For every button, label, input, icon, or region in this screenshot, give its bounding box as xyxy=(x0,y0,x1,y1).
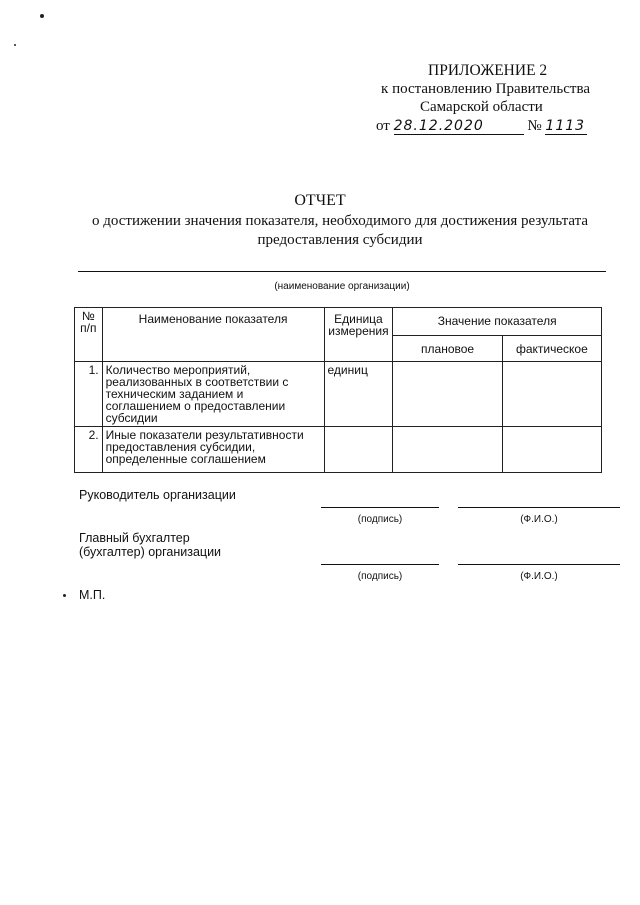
header-num: № п/п xyxy=(75,308,103,362)
accountant-signature-caption: (подпись) xyxy=(357,571,403,582)
row-1-planned[interactable] xyxy=(393,362,502,427)
decree-date: 28.12.2020 xyxy=(394,118,524,135)
header-unit: Единица измерения xyxy=(324,308,393,362)
report-subtitle xyxy=(60,212,620,250)
decree-number: 1113 xyxy=(545,118,587,135)
indicator-table xyxy=(74,307,602,473)
accountant-name-caption: (Ф.И.О.) xyxy=(520,571,558,582)
scan-speck xyxy=(63,594,66,597)
appendix-region-line: Самарской области xyxy=(420,99,543,115)
scan-speck xyxy=(14,44,16,46)
accountant-signature-field[interactable] xyxy=(321,564,439,565)
scan-speck xyxy=(40,14,44,18)
table-row xyxy=(75,362,602,427)
head-name-caption: (Ф.И.О.) xyxy=(520,514,558,525)
row-2-unit xyxy=(324,427,393,473)
appendix-title: ПРИЛОЖЕНИЕ 2 xyxy=(428,62,548,79)
row-2-planned[interactable] xyxy=(393,427,502,473)
head-signature-field[interactable] xyxy=(321,507,439,508)
organization-name-field[interactable] xyxy=(78,271,606,272)
accountant-label-line1: Главный бухгалтер xyxy=(79,531,190,545)
header-name: Наименование показателя xyxy=(102,308,324,362)
organization-name-caption: (наименование организации) xyxy=(274,281,410,292)
accountant-label-line2: (бухгалтер) организации xyxy=(79,545,222,559)
number-prefix: № xyxy=(527,118,542,134)
header-planned: плановое xyxy=(393,336,502,362)
header-actual: фактическое xyxy=(502,336,601,362)
row-1-actual[interactable] xyxy=(502,362,601,427)
row-1-unit: единиц xyxy=(324,362,393,427)
accountant-name-field[interactable] xyxy=(458,564,620,565)
stamp-place: М.П. xyxy=(79,588,106,602)
report-subtitle-line2: предоставления субсидии xyxy=(257,232,423,248)
head-signature-label: Руководитель организации xyxy=(79,488,236,502)
head-signature-caption: (подпись) xyxy=(357,514,403,525)
head-name-field[interactable] xyxy=(458,507,620,508)
table-header-row xyxy=(75,308,602,336)
row-2-num: 2. xyxy=(75,427,103,473)
date-prefix: от xyxy=(376,118,390,134)
appendix-decree-line: к постановлению Правительства xyxy=(381,81,590,97)
report-title: ОТЧЕТ xyxy=(294,192,346,209)
report-subtitle-line1: о достижении значения показателя, необходимого для достижения результата xyxy=(91,213,589,229)
row-2-actual[interactable] xyxy=(502,427,601,473)
header-value: Значение показателя xyxy=(393,308,602,336)
appendix-header xyxy=(380,62,590,116)
row-1-num: 1. xyxy=(75,362,103,427)
row-2-name: Иные показатели результативности предоставления субсидии, определенные соглашением xyxy=(102,427,324,473)
accountant-signature-label xyxy=(79,531,221,559)
decree-date-number xyxy=(376,118,606,135)
row-1-name: Количество мероприятий, реализованных в соответствии с техническим заданием и соглашением о предоставлении субсидии xyxy=(102,362,324,427)
table-row xyxy=(75,427,602,473)
